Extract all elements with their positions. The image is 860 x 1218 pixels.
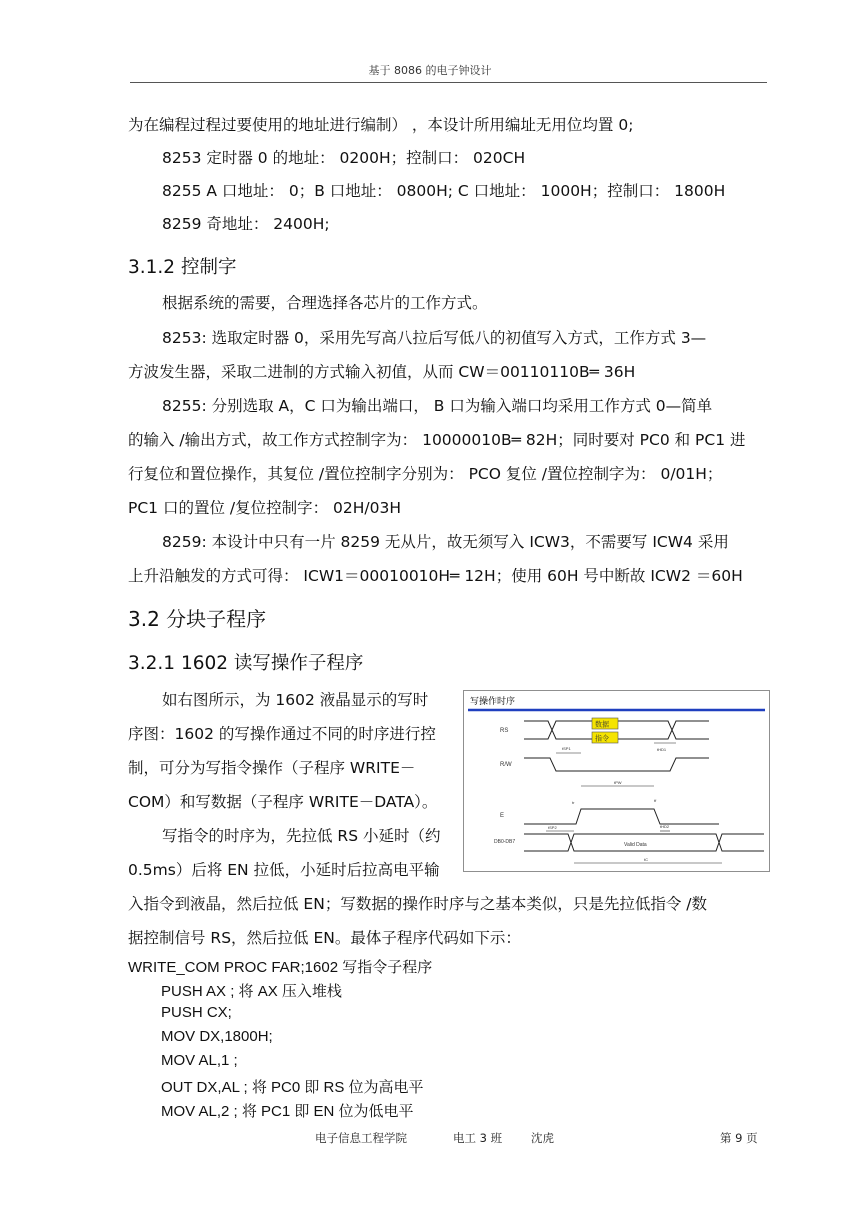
rs-cmd-box-label: 指令 bbox=[595, 735, 609, 743]
control-word-8255-line4: PC1 口的置位 /复位控制字： 02H/03H bbox=[128, 499, 402, 517]
write-desc-line7: 入指令到液晶，然后拉低 EN；写数据的操作时序与之基本类似，只是先拉低指令 /数 bbox=[128, 895, 707, 913]
write-desc-line8: 据控制信号 RS，然后拉低 EN。最体子程序代码如下示： bbox=[128, 929, 521, 947]
footer-class: 电工 3 班 bbox=[453, 1131, 503, 1145]
e-waveform bbox=[524, 809, 719, 824]
code-line-3: PUSH CX; bbox=[161, 1004, 232, 1021]
code-line-5: MOV AL,1 ; bbox=[161, 1052, 238, 1069]
code-line-1: WRITE_COM PROC FAR;1602 写指令子程序 bbox=[128, 959, 433, 976]
tsp2-label: tSP2 bbox=[548, 825, 557, 830]
tf-label: tf bbox=[654, 798, 657, 803]
code-line-6: OUT DX,AL ; 将 PC0 即 RS 位为高电平 bbox=[161, 1079, 424, 1096]
section-heading-3-2-1: 3.2.1 1602 读写操作子程序 bbox=[128, 653, 364, 674]
code-line-7: MOV AL,2 ; 将 PC1 即 EN 位为低电平 bbox=[161, 1103, 414, 1120]
section-heading-3-2: 3.2 分块子程序 bbox=[128, 607, 267, 631]
header-rule bbox=[130, 82, 767, 83]
control-word-8253-line2: 方波发生器，采取二进制的方式输入初值，从而 CW＝00110110B═ 36H bbox=[128, 363, 636, 381]
valid-data-label: Valid Data bbox=[624, 842, 647, 848]
write-desc-line3: 制，可分为写指令操作（子程序 WRITE－ bbox=[128, 759, 416, 777]
control-word-8259-line1: 8259: 本设计中只有一片 8259 无从片，故无须写入 ICW3，不需要写 ICW4 采用 bbox=[162, 533, 729, 551]
control-word-8255-line2: 的输入 /输出方式，故工作方式控制字为： 10000010B═ 82H；同时要对 PC0 和 PC1 进 bbox=[128, 431, 746, 449]
thd2-label: tHD2 bbox=[660, 824, 670, 829]
rs-data-box-label: 数据 bbox=[595, 721, 609, 729]
footer-school: 电子信息工程学院 bbox=[315, 1131, 407, 1145]
control-word-8255-line3: 行复位和置位操作，其复位 /置位控制字分别为： PCO 复位 /置位控制字为： 0/01H； bbox=[128, 465, 723, 483]
write-desc-line1: 如右图所示，为 1602 液晶显示的写时 bbox=[162, 691, 429, 709]
section-heading-3-1-2: 3.1.2 控制字 bbox=[128, 257, 237, 278]
address-8255: 8255 A 口地址： 0；B 口地址： 0800H; C 口地址： 1000H；控制口： 1800H bbox=[162, 182, 726, 200]
tpw-label: tPW bbox=[614, 780, 622, 785]
signal-label-rs: RS bbox=[500, 728, 509, 734]
address-8259: 8259 奇地址： 2400H; bbox=[162, 215, 330, 233]
timing-title: 写操作时序 bbox=[470, 696, 516, 706]
code-line-2: PUSH AX ; 将 AX 压入堆栈 bbox=[161, 983, 342, 1000]
control-word-8253-line1: 8253: 选取定时器 0，采用先写高八拉后写低八的初值写入方式，工作方式 3— bbox=[162, 329, 707, 347]
tc-label: tC bbox=[644, 857, 648, 862]
signal-label-db: DB0-DB7 bbox=[494, 839, 516, 845]
write-desc-line4: COM）和写数据（子程序 WRITE－DATA）。 bbox=[128, 793, 438, 811]
control-word-8259-line2: 上升沿触发的方式可得： ICW1＝00010010H═ 12H；使用 60H 号中断故 ICW2 ＝60H bbox=[128, 567, 743, 585]
control-word-intro: 根据系统的需要，合理选择各芯片的工作方式。 bbox=[162, 294, 488, 312]
footer-author: 沈虎 bbox=[531, 1131, 554, 1145]
tsp1-label: tSP1 bbox=[562, 746, 571, 751]
signal-label-e: E bbox=[500, 813, 505, 819]
tr-label: tr bbox=[572, 800, 575, 805]
thd1-label: tHD1 bbox=[657, 747, 667, 752]
control-word-8255-line1: 8255: 分别选取 A，C 口为输出端口， B 口为输入端口均采用工作方式 0—简单 bbox=[162, 397, 713, 415]
write-desc-line2: 序图：1602 的写操作通过不同的时序进行控 bbox=[128, 725, 436, 743]
write-desc-line5: 写指令的时序为，先拉低 RS 小延时（约 bbox=[162, 827, 441, 845]
paragraph-address-intro: 为在编程过程过要使用的地址进行编制） ，本设计所用编址无用位均置 0; bbox=[128, 116, 634, 134]
write-desc-line6: 0.5ms）后将 EN 拉低，小延时后拉高电平输 bbox=[128, 861, 440, 879]
write-timing-diagram bbox=[463, 690, 770, 872]
rw-waveform bbox=[524, 758, 709, 771]
address-8253: 8253 定时器 0 的地址： 0200H；控制口： 020CH bbox=[162, 149, 526, 167]
signal-label-rw: R/W bbox=[500, 762, 512, 768]
code-line-4: MOV DX,1800H; bbox=[161, 1028, 273, 1045]
page-header: 基于 8086 的电子钟设计 bbox=[368, 64, 492, 77]
footer-page-number: 第 9 页 bbox=[720, 1131, 758, 1145]
